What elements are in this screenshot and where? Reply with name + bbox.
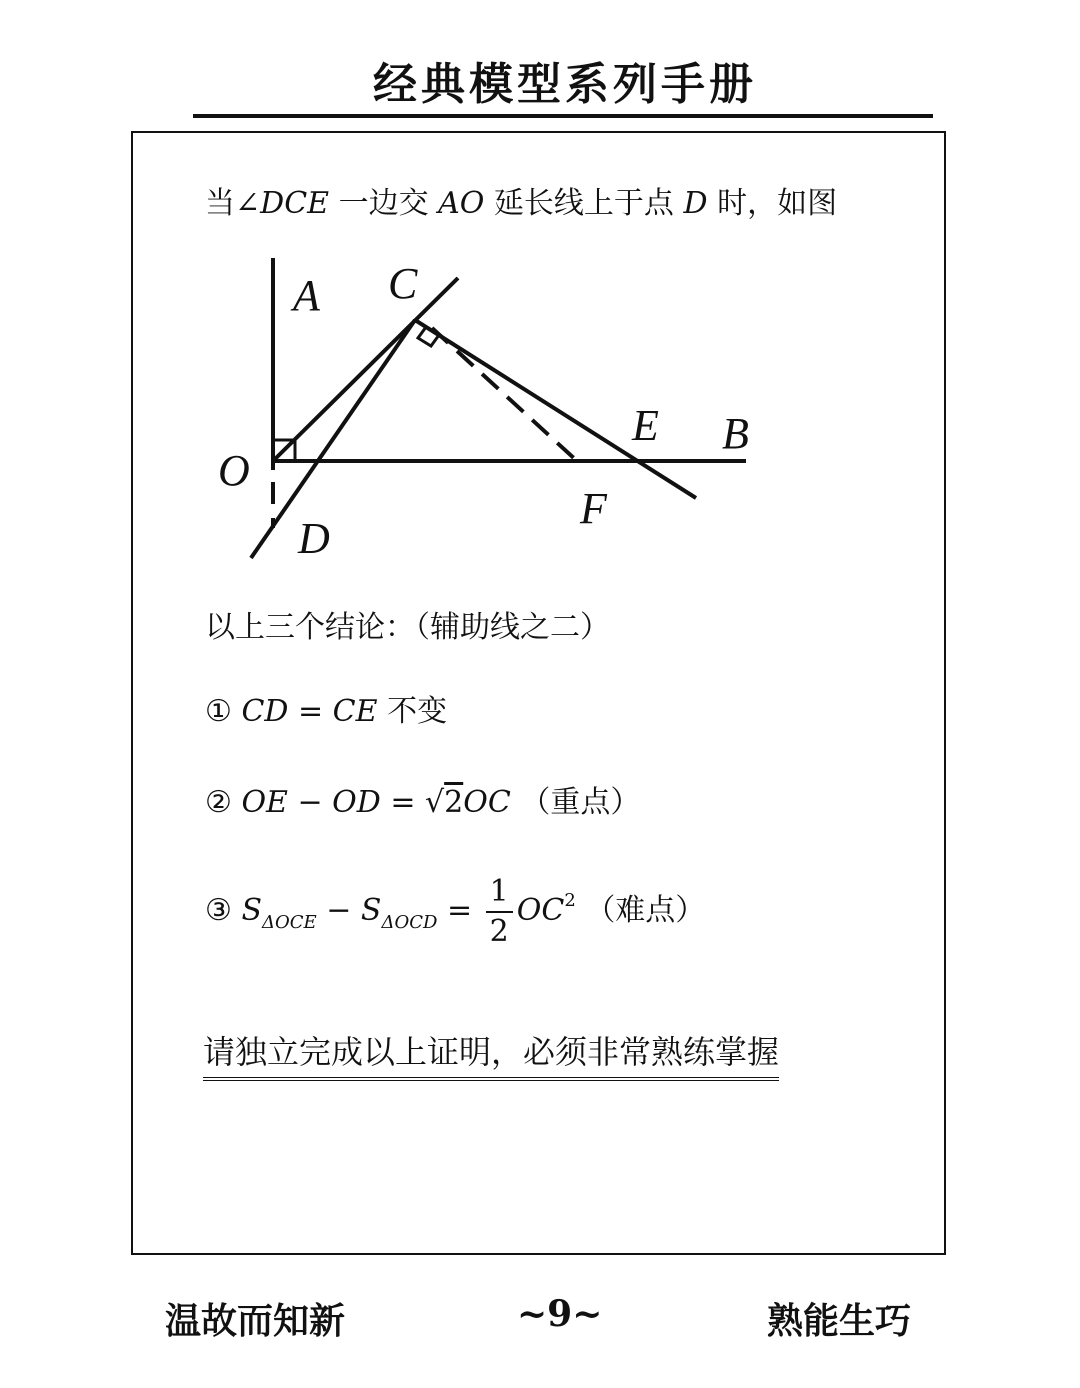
- conclusion-2: [205, 777, 640, 821]
- formula-2-lhs: OE − OD =: [241, 785, 426, 820]
- formula-3-oc: OC: [516, 893, 565, 928]
- area-s1-sub: ΔOCE: [262, 912, 317, 933]
- formula-1: CD = CE: [241, 694, 378, 729]
- formula-3-minus: −: [316, 893, 361, 928]
- note-2: （重点）: [520, 785, 641, 820]
- footer-right: 熟能生巧: [767, 1300, 912, 1342]
- fraction-den: 2: [489, 914, 509, 949]
- footer-left: 温故而知新: [165, 1300, 346, 1342]
- label-e: E: [632, 401, 659, 450]
- area-s2: S: [360, 893, 382, 928]
- marker-2: ②: [205, 785, 232, 820]
- conclusions-heading: 以上三个结论：（辅助线之二）: [205, 610, 610, 645]
- geometry-diagram: [0, 0, 1080, 600]
- formula-3-eq: =: [437, 893, 482, 928]
- label-a: A: [293, 271, 320, 320]
- conclusion-3: [205, 873, 705, 951]
- label-c: C: [388, 259, 418, 308]
- marker-1: ①: [205, 694, 232, 729]
- area-s1: S: [241, 893, 263, 928]
- intro-text-2: 一边交: [329, 186, 439, 221]
- sqrt-sign: √: [425, 785, 445, 820]
- label-f: F: [580, 484, 607, 533]
- formula-2-radical: 2: [444, 785, 464, 820]
- note-3: （难点）: [585, 893, 706, 928]
- note-1: 不变: [387, 694, 448, 729]
- conclusion-1: [205, 686, 447, 730]
- fraction-num: 1: [486, 873, 513, 913]
- segment-cf: [432, 328, 577, 461]
- page-number: ~9~: [517, 1293, 603, 1335]
- intro-text-1: 当∠: [205, 186, 261, 221]
- formula-2-rhs: OC: [463, 785, 511, 820]
- label-b: B: [722, 409, 749, 458]
- intro-angle: DCE: [260, 186, 330, 221]
- intro-text-3: 延长线上于点: [484, 186, 684, 221]
- marker-3: ③: [205, 893, 232, 928]
- intro-ao: AO: [438, 186, 485, 221]
- area-s2-sub: ΔOCD: [381, 912, 438, 933]
- formula-3-exp: 2: [564, 890, 576, 911]
- intro-text-4: 时，如图: [707, 186, 838, 221]
- label-o: O: [218, 446, 250, 495]
- page-title: 经典模型系列手册: [373, 59, 757, 110]
- fraction-half: [486, 873, 513, 951]
- intro-d: D: [683, 186, 708, 221]
- label-d: D: [298, 514, 330, 563]
- closing-instruction: 请独立完成以上证明，必须非常熟练掌握: [203, 1027, 779, 1081]
